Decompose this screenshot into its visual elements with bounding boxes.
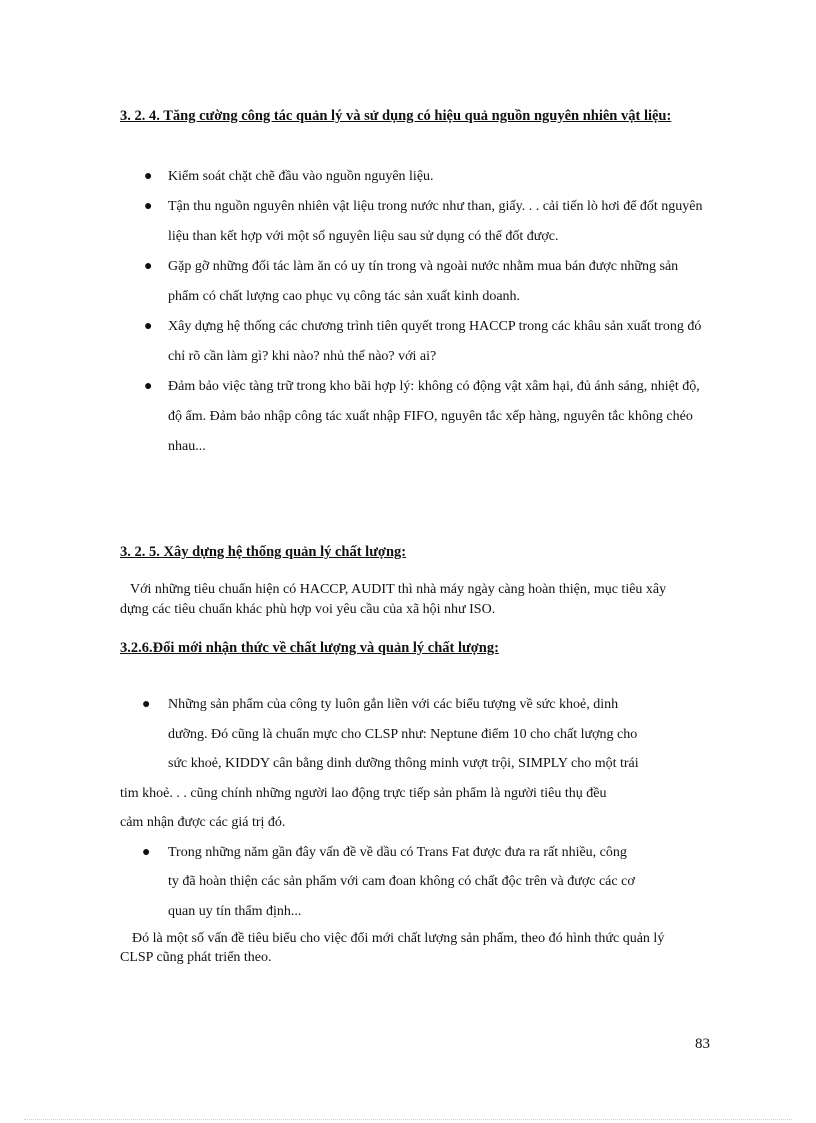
list-item-line: ty đã hoàn thiện các sản phẩm với cam đoan không có chất độc trên và được các cơ bbox=[168, 874, 635, 889]
page-bottom-divider bbox=[24, 1119, 792, 1120]
list-item-text: Xây dựng hệ thống các chương trình tiên quyết trong HACCP trong các khâu sản xuất trong đó chỉ rõ cần làm gì? khi nào? nhủ thế nào? với ai? bbox=[168, 319, 702, 364]
closing-paragraph: Đó là một số vấn đề tiêu biểu cho việc đổi mới chất lượng sản phẩm, theo đó hình thức quản lý CLSP cũng phát triển theo. bbox=[120, 931, 665, 965]
paragraph-3-2-5: Với những tiêu chuẩn hiện có HACCP, AUDIT thì nhà máy ngày càng hoàn thiện, mục tiêu xây dựng các tiêu chuẩn khác phù hợp voi yêu cầu của xã hội như ISO. bbox=[120, 582, 667, 617]
list-item bbox=[120, 372, 710, 462]
list-item-line: sức khoẻ, KIDDY cân bằng dinh dưỡng thông minh vượt trội, SIMPLY cho một trái bbox=[168, 756, 639, 771]
bullet-icon: ● bbox=[144, 379, 153, 394]
list-item-line: quan uy tín thẩm định... bbox=[168, 903, 302, 919]
list-item bbox=[120, 312, 710, 372]
list-item-line: cảm nhận được các giá trị đó. bbox=[120, 815, 286, 830]
list-item bbox=[120, 838, 695, 927]
list-item-line: Những sản phẩm của công ty luôn gắn liền với các biểu tượng về sức khoẻ, dinh bbox=[168, 697, 619, 712]
list-item-line: dưỡng. Đó cũng là chuẩn mực cho CLSP như: Neptune điểm 10 cho chất lượng cho bbox=[168, 726, 638, 742]
list-item-line: tim khoẻ. . . cũng chính những người lao động trực tiếp sản phẩm là người tiêu thụ đều bbox=[120, 785, 607, 801]
list-item bbox=[120, 192, 710, 252]
list-item bbox=[120, 252, 710, 312]
bullet-icon: ● bbox=[142, 697, 151, 712]
bullet-icon: ● bbox=[144, 319, 153, 334]
bullet-icon: ● bbox=[144, 199, 153, 214]
section-heading-3-2-4: 3. 2. 4. Tăng cường công tác quản lý và sử dụng có hiệu quả nguồn nguyên nhiên vật liệu: bbox=[120, 108, 672, 124]
list-item-text: Kiểm soát chặt chẽ đầu vào nguồn nguyên liệu. bbox=[168, 169, 434, 184]
bullet-list-3-2-4 bbox=[120, 162, 710, 462]
list-item-text: Đảm bảo việc tàng trữ trong kho bãi hợp lý: không có động vật xâm hại, đủ ánh sáng, nhiệt độ, độ ẩm. Đảm bảo nhập công tác xuất nhập FIFO, nguyên tắc xếp hàng, nguyên tắc không chéo nhau... bbox=[168, 379, 700, 454]
section-heading-3-2-6: 3.2.6.Đổi mới nhận thức về chất lượng và quản lý chất lượng: bbox=[120, 640, 499, 656]
section-heading-3-2-5: 3. 2. 5. Xây dựng hệ thống quản lý chất lượng: bbox=[120, 544, 407, 560]
bullet-icon: ● bbox=[144, 259, 153, 274]
bullet-icon: ● bbox=[142, 844, 151, 860]
bullet-list-3-2-6 bbox=[120, 690, 695, 926]
list-item-text: Tận thu nguồn nguyên nhiên vật liệu trong nước như than, giấy. . . cải tiến lò hơi để đốt nguyên liệu than kết hợp với một số nguyên liệu sau sử dụng có thể đốt được. bbox=[168, 199, 703, 244]
page-number: 83 bbox=[695, 1036, 710, 1052]
list-item-text: Gặp gỡ những đối tác làm ăn có uy tín trong và ngoài nước nhằm mua bán được những sản phẩm có chất lượng cao phục vụ công tác sản xuất kinh doanh. bbox=[168, 259, 679, 304]
list-item-line: Trong những năm gần đây vấn đề về dầu có Trans Fat được đưa ra rất nhiều, công bbox=[168, 844, 627, 860]
list-item bbox=[120, 162, 710, 192]
bullet-icon: ● bbox=[144, 169, 153, 184]
list-item bbox=[120, 690, 695, 838]
